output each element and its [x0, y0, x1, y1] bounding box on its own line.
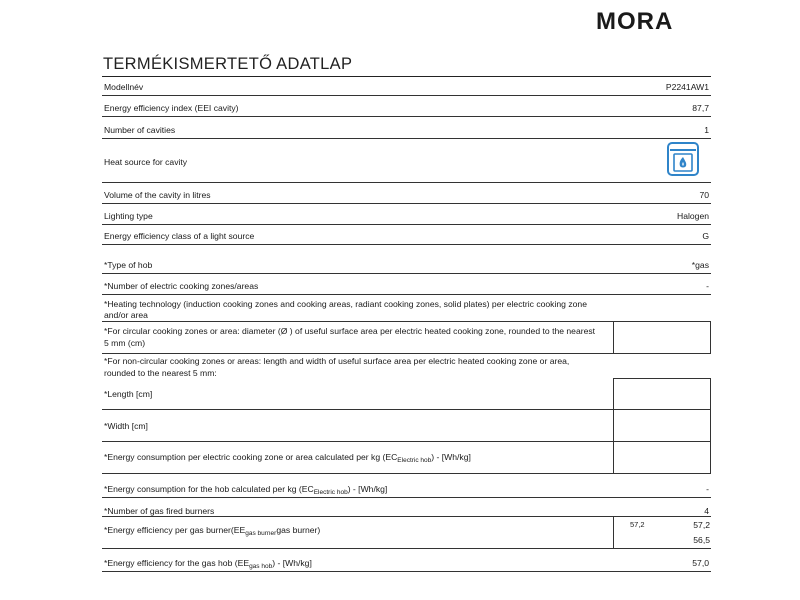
ec-hob-label-subscript: Electric hob: [313, 489, 348, 496]
eei-label: Energy efficiency index (EEI cavity): [104, 103, 239, 113]
divider: [102, 182, 711, 183]
hob-type-label: *Type of hob: [104, 260, 153, 270]
circular-label-1: *For circular cooking zones or area: diameter (Ø ) of useful surface area per electric heated cooking zone, rounded to the nearest: [104, 326, 596, 336]
ee-burner-label-text: *Energy efficiency per gas burner(EE: [104, 525, 246, 535]
value-cell-border: [613, 516, 614, 548]
gas-burners-value: 4: [704, 506, 709, 516]
electric-zones-label: *Number of electric cooking zones/areas: [104, 281, 259, 291]
model-label: Modellnév: [104, 82, 144, 92]
length-value-cell: [613, 378, 711, 410]
ee-burner-value-3: 56,5: [693, 535, 710, 545]
divider: [102, 353, 711, 354]
ee-hob-label-subscript: gas hob: [249, 563, 273, 570]
ee-hob-label-text: *Energy efficiency for the gas hob (EE: [104, 558, 250, 568]
heating-tech-label-2: and/or area: [104, 310, 148, 320]
light-class-value: G: [702, 231, 709, 241]
divider: [102, 116, 711, 117]
ec-zone-label: [104, 452, 471, 464]
divider: [102, 441, 711, 442]
circular-label-2: 5 mm (cm): [104, 338, 146, 348]
ec-zone-label-text: *Energy consumption per electric cooking zone or area calculated per kg (EC: [104, 452, 398, 462]
ee-hob-label-unit: ) - [Wh/kg]: [272, 558, 312, 568]
ec-hob-label-unit: ) - [Wh/kg]: [347, 484, 388, 494]
ec-hob-label: [104, 484, 387, 496]
heat-source-label: Heat source for cavity: [104, 157, 188, 167]
lighting-label: Lighting type: [104, 211, 153, 221]
width-value-cell: [613, 409, 711, 442]
cavities-value: 1: [704, 125, 709, 135]
divider: [102, 497, 711, 498]
ec-zone-label-subscript: Electric hob: [397, 457, 432, 464]
hob-type-value: *gas: [691, 260, 709, 270]
ee-burner-label: [104, 525, 320, 537]
value-cell-border: [710, 322, 711, 353]
noncircular-label-1: *For non-circular cooking zones or areas: length and width of useful surface area per electric heated cooking zone or area,: [104, 356, 570, 366]
volume-value: 70: [699, 190, 709, 200]
divider: [102, 224, 711, 225]
gas-oven-icon: [667, 142, 699, 176]
divider: [102, 273, 711, 274]
divider: [102, 244, 711, 245]
divider: [102, 95, 711, 96]
divider: [102, 203, 711, 204]
eei-value: 87,7: [692, 103, 709, 113]
lighting-value: Halogen: [676, 211, 709, 221]
page-title: TERMÉKISMERTETŐ ADATLAP: [103, 55, 353, 73]
mora-logo: [596, 8, 688, 32]
width-label: *Width [cm]: [104, 421, 148, 431]
divider: [102, 516, 711, 517]
model-value: P2241AW1: [665, 82, 709, 92]
electric-zones-value: -: [706, 281, 709, 291]
divider: [102, 571, 711, 572]
logo-text: MORA: [596, 8, 674, 32]
cavities-label: Number of cavities: [104, 125, 176, 135]
divider: [102, 294, 711, 295]
noncircular-label-2: rounded to the nearest 5 mm:: [104, 368, 217, 378]
value-cell-border: [613, 322, 614, 353]
divider: [102, 548, 711, 549]
divider: [102, 138, 711, 139]
ee-hob-value: 57,0: [692, 558, 709, 568]
ec-hob-value: -: [706, 484, 709, 494]
ee-burner-label-tail: gas burner): [276, 525, 321, 535]
volume-label: Volume of the cavity in litres: [104, 190, 211, 200]
length-label: *Length [cm]: [104, 389, 153, 399]
heating-tech-label-1: *Heating technology (induction cooking zones and cooking areas, radiant cooking zones, solid plates) per electric cooking zone: [104, 299, 587, 309]
gas-burners-label: *Number of gas fired burners: [104, 506, 215, 516]
light-class-label: Energy efficiency class of a light source: [104, 231, 255, 241]
value-cell-border: [613, 441, 614, 474]
ee-burner-value-2: 57,2: [693, 520, 710, 530]
divider: [102, 321, 711, 322]
ec-zone-label-unit: ) - [Wh/kg]: [431, 452, 471, 462]
ee-burner-label-subscript: gas burner: [245, 530, 277, 537]
value-cell-border: [710, 441, 711, 474]
ec-hob-label-text: *Energy consumption for the hob calculated per kg (EC: [104, 484, 314, 494]
ee-burner-value-1: 57,2: [630, 520, 645, 529]
divider: [102, 409, 613, 410]
divider: [102, 473, 711, 474]
title-divider: [102, 76, 711, 77]
ee-hob-label: [104, 558, 312, 570]
